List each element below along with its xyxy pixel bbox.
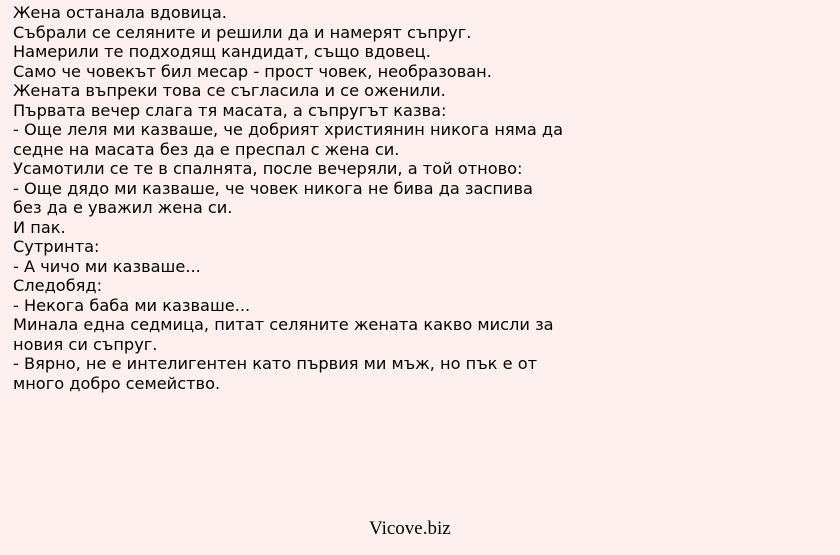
joke-line: И пак. [13, 217, 66, 237]
joke-line: Събрали се селяните и решили да и намерят съпруг. [13, 22, 472, 42]
joke-line: много добро семейство. [13, 373, 221, 393]
joke-line: - Вярно, не е интелигентен като първия ми мъж, но пък е от [13, 354, 538, 373]
joke-line: - Некога баба ми казваше... [13, 295, 251, 315]
joke-line: Жената въпреки това се съгласила и се оженили. [13, 81, 446, 100]
joke-line: Сутринта: [13, 237, 100, 256]
joke-line: Жена останала вдовица. [13, 3, 227, 22]
joke-line: Следобяд: [13, 276, 103, 295]
joke-line: Намерили те подходящ кандидат, също вдовец. [13, 42, 431, 61]
site-watermark: Vicove.biz [369, 518, 451, 539]
joke-line: Усамотили се те в спалнята, после вечеряли, а той отново: [13, 159, 523, 178]
joke-line: Минала една седмица, питат селяните жената какво мисли за [13, 315, 554, 334]
joke-line: - Още леля ми казваше, че добрият християнин никога няма да [13, 120, 564, 139]
joke-line: новия си съпруг. [13, 334, 158, 354]
joke-line: Само че човекът бил месар - прост човек, необразован. [13, 61, 492, 81]
joke-text [13, 3, 823, 393]
joke-line: без да е уважил жена си. [13, 198, 233, 217]
joke-line: - А чичо ми казваше... [13, 256, 201, 276]
joke-line: - Още дядо ми казваше, че човек никога не бива да заспива [13, 178, 533, 198]
joke-line: Първата вечер слага тя масата, а съпругът казва: [13, 100, 447, 120]
joke-line: седне на масата без да е преспал с жена си. [13, 139, 400, 159]
